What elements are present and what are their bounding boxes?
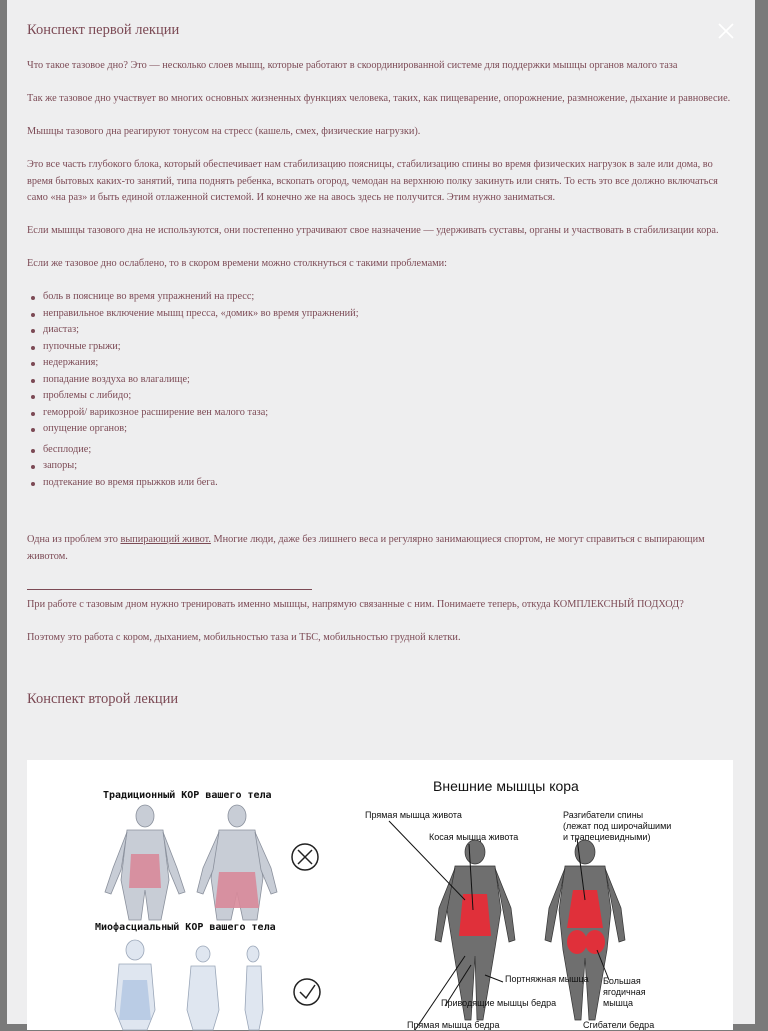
- paragraph-8: При работе с тазовым дном нужно тренировать именно мышцы, напрямую связанные с ним. Понимаете теперь, откуда КОМПЛЕКСНЫЙ ПОДХОД?: [27, 599, 684, 610]
- modal-content: [27, 20, 733, 709]
- myofascial-core-title: Миофасциальный КОР вашего тела: [95, 922, 276, 933]
- traditional-core-title: Традиционный КОР вашего тела: [103, 790, 272, 801]
- paragraph-1: Что такое тазовое дно? Это — несколько слоев мышц, которые работают в скоординированной системе для поддержки мышцы органов малого таза: [27, 60, 678, 71]
- list-item: диастаз;: [43, 322, 733, 339]
- label-rectus-femoris: Прямая мышца бедра: [407, 1020, 500, 1030]
- belly-link[interactable]: выпирающий живот.: [120, 534, 211, 545]
- paragraph-9: Поэтому это работа с кором, дыханием, мобильностью таза и ТБС, мобильностью грудной клетки.: [27, 632, 461, 643]
- paragraph-7-end: Многие люди, даже без лишнего веса и регулярно занимающиеся спортом, не могут справиться с выпирающим животом.: [27, 534, 705, 562]
- list-item: геморрой/ варикозное расширение вен малого таза;: [43, 405, 733, 422]
- list-item: неправильное включение мышц пресса, «домик» во время упражнений;: [43, 306, 733, 323]
- list-item: недержания;: [43, 355, 733, 372]
- diagram-left-panel: [27, 760, 345, 1030]
- list-item: подтекание во время прыжков или бега.: [43, 475, 733, 492]
- list-item: проблемы с либидо;: [43, 388, 733, 405]
- paragraph-5: Если мышцы тазового дна не используются, они постепенно утрачивают свое назначение — удерживать суставы, органы и участвовать в стабилизации кора.: [27, 225, 719, 236]
- label-rectus-abdominis: Прямая мышца живота: [365, 810, 462, 820]
- check-circle-icon: [294, 979, 320, 1005]
- left-figures: [27, 760, 345, 1030]
- list-item: бесплодие;: [43, 442, 733, 459]
- list-item: боль в пояснице во время упражнений на пресс;: [43, 289, 733, 306]
- label-sartorius: Портняжная мышца: [505, 974, 589, 984]
- label-adductors: Приводящие мышцы бедра: [441, 998, 557, 1008]
- list-item: опущение органов;: [43, 421, 733, 438]
- problems-list-2: [27, 442, 733, 492]
- list-item: запоры;: [43, 458, 733, 475]
- paragraph-2: Так же тазовое дно участвует во многих основных жизненных функциях человека, таких, как пищеварение, опорожнение, размножение, дыхание и равновесие.: [27, 93, 731, 104]
- paragraph-7: [27, 532, 733, 565]
- paragraph-3: Мышцы тазового дна реагируют тонусом на стресс (кашель, смех, физические нагрузки).: [27, 126, 421, 137]
- cross-circle-icon: [292, 844, 318, 870]
- section-title-lecture-2: Конспект второй лекции: [27, 690, 179, 707]
- right-figures: [345, 760, 701, 1030]
- lecture-modal: [7, 0, 755, 1030]
- list-item: попадание воздуха во влагалище;: [43, 372, 733, 389]
- core-muscles-diagram: [27, 760, 733, 1030]
- label-oblique: Косая мышца живота: [429, 832, 519, 842]
- section-title-lecture-1: Конспект первой лекции: [27, 22, 180, 38]
- external-core-title: Внешние мышцы кора: [433, 778, 579, 794]
- problems-list: [27, 289, 733, 438]
- label-hamstrings: Сгибатели бедра: [583, 1020, 655, 1030]
- paragraph-6: Если же тазовое дно ослаблено, то в скором времени можно столкнуться с такими проблемами:: [27, 258, 448, 269]
- label-glute: Большая ягодичная мышца: [603, 976, 646, 1008]
- diagram-right-panel: [345, 760, 701, 1030]
- list-item: пупочные грыжи;: [43, 339, 733, 356]
- label-erectors: Разгибатели спины (лежат под широчайшими и трапециевидными): [563, 810, 672, 842]
- paragraph-7-start: Одна из проблем это: [27, 534, 121, 545]
- paragraph-4: Это все часть глубокого блока, который обеспечивает нам стабилизацию поясницы, стабилизацию спины во время физических нагрузок в зале или дома, во время бытовых каких-то занятий, типа поднять ребенка, вскопать огород, чемодан на верхнюю полку закинуть или снять. То есть это все должно включаться само «на раз» и быть единой отлаженной системой. И конечно же на авось здесь не получится. Этим нужно заниматься.: [27, 159, 718, 203]
